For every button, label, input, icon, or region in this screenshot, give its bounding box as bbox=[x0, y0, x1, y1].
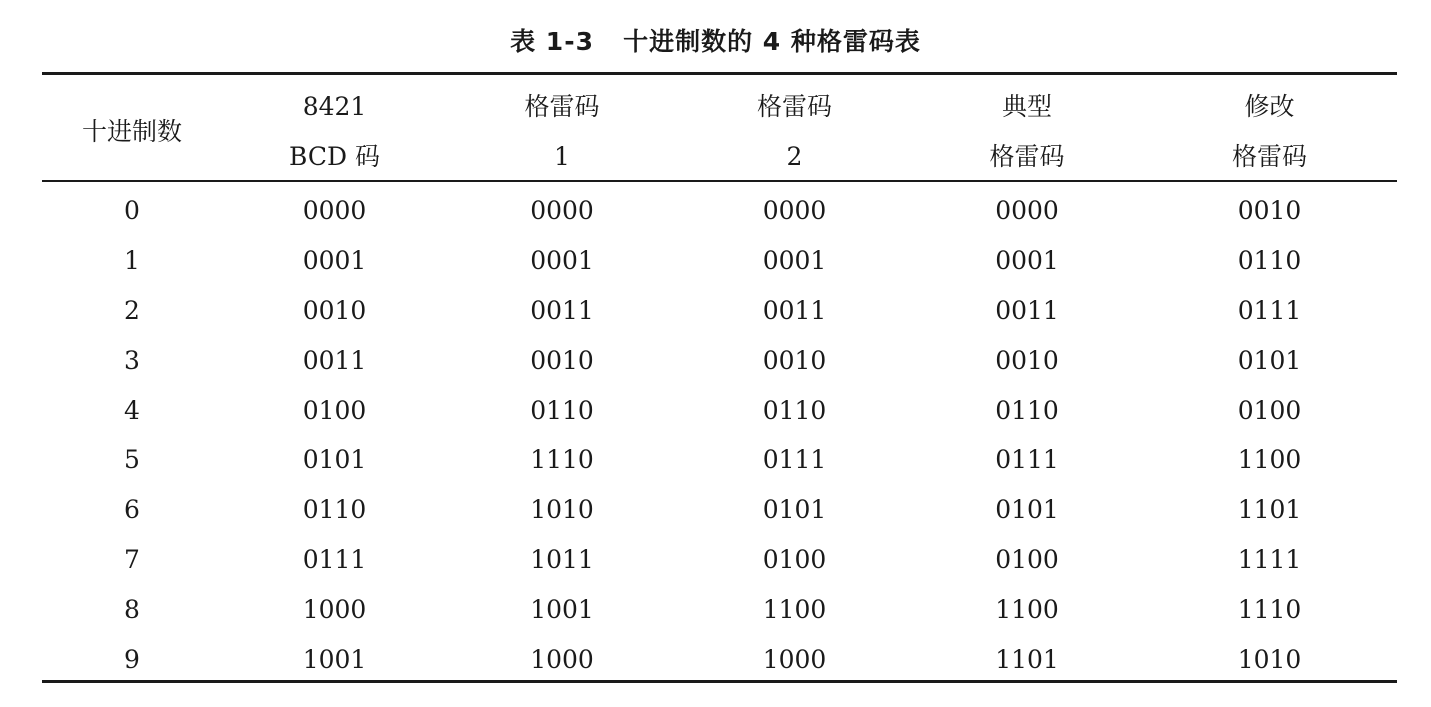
table-cell-code: 1011 bbox=[530, 544, 594, 574]
table-cell-code: 0001 bbox=[995, 246, 1059, 276]
table-cell-code: 1100 bbox=[762, 594, 827, 624]
table-cell-code: 1100 bbox=[1237, 445, 1302, 475]
table-cell-code: 1110 bbox=[1237, 594, 1302, 624]
bottom-rule bbox=[42, 680, 1397, 683]
table-cell-code: 0101 bbox=[302, 445, 367, 475]
table-cell-code: 1101 bbox=[1237, 495, 1302, 525]
table-cell-code: 0010 bbox=[995, 345, 1059, 375]
table-cell-code: 1000 bbox=[530, 644, 594, 674]
table-cell-decimal: 8 bbox=[124, 594, 140, 624]
table-cell-decimal: 6 bbox=[124, 495, 140, 525]
table-cell-code: 1001 bbox=[530, 594, 594, 624]
table-cell-decimal: 7 bbox=[124, 544, 140, 574]
table-cell-code: 0101 bbox=[762, 495, 827, 525]
header-label: BCD 码 bbox=[289, 142, 380, 171]
table-cell-code: 0110 bbox=[302, 495, 367, 525]
table-cell-decimal: 9 bbox=[124, 644, 140, 674]
table-cell-decimal: 0 bbox=[124, 196, 140, 226]
table-cell-code: 0111 bbox=[762, 445, 827, 475]
header-label: 格雷码 bbox=[1231, 142, 1307, 171]
table-cell-code: 1100 bbox=[995, 594, 1059, 624]
table-cell-decimal: 2 bbox=[124, 295, 140, 325]
table-cell-code: 0101 bbox=[995, 495, 1059, 525]
table-cell-code: 0011 bbox=[530, 295, 594, 325]
table-cell-code: 0010 bbox=[1237, 196, 1302, 226]
header-label: 格雷码 bbox=[756, 92, 832, 121]
table-cell-code: 0010 bbox=[530, 345, 594, 375]
header-label: 1 bbox=[554, 142, 570, 171]
table-cell-decimal: 5 bbox=[124, 445, 140, 475]
table-cell-code: 1010 bbox=[530, 495, 594, 525]
table-cell-code: 1110 bbox=[530, 445, 594, 475]
table-cell-code: 0000 bbox=[530, 196, 594, 226]
header-label: 格雷码 bbox=[989, 142, 1065, 171]
table-cell-code: 0111 bbox=[1237, 295, 1302, 325]
table-cell-code: 0110 bbox=[995, 395, 1059, 425]
table-cell-code: 0011 bbox=[995, 295, 1059, 325]
table-cell-code: 1000 bbox=[762, 644, 827, 674]
header-label: 格雷码 bbox=[524, 92, 600, 121]
header-rule bbox=[42, 180, 1397, 182]
table-cell-code: 0111 bbox=[302, 544, 367, 574]
table-cell-code: 0110 bbox=[1237, 246, 1302, 276]
top-rule bbox=[42, 72, 1397, 75]
table-cell-code: 0101 bbox=[1237, 345, 1302, 375]
table-cell-code: 1111 bbox=[1237, 544, 1302, 574]
table-cell-code: 0001 bbox=[762, 246, 827, 276]
header-cell-decimal bbox=[42, 82, 222, 182]
header-label: 修改 bbox=[1244, 92, 1295, 121]
table-cell-decimal: 3 bbox=[124, 345, 140, 375]
header-label: 十进制数 bbox=[81, 117, 182, 146]
table-cell-code: 0100 bbox=[1237, 395, 1302, 425]
header-cell-typical-gray bbox=[912, 82, 1142, 182]
table-cell-decimal: 1 bbox=[124, 246, 140, 276]
table-cell-code: 0000 bbox=[762, 196, 827, 226]
header-label: 2 bbox=[786, 142, 803, 171]
table-cell-code: 0000 bbox=[995, 196, 1059, 226]
table-header bbox=[42, 82, 1397, 177]
header-label: 典型 bbox=[1001, 92, 1052, 121]
table-cell-code: 1010 bbox=[1237, 644, 1302, 674]
table-cell-code: 0110 bbox=[762, 395, 827, 425]
table-cell-code: 1001 bbox=[302, 644, 367, 674]
table-cell-code: 0000 bbox=[302, 196, 367, 226]
table-cell-code: 0001 bbox=[302, 246, 367, 276]
table-cell-code: 1101 bbox=[995, 644, 1059, 674]
header-cell-gray1 bbox=[447, 82, 677, 182]
table-cell-code: 0010 bbox=[302, 295, 367, 325]
table-cell-code: 0010 bbox=[762, 345, 827, 375]
header-cell-modified-gray bbox=[1142, 82, 1397, 182]
table-body bbox=[42, 186, 1397, 676]
header-label: 8421 bbox=[302, 92, 367, 121]
table-cell-code: 1000 bbox=[302, 594, 367, 624]
table-cell-decimal: 4 bbox=[124, 395, 140, 425]
table-cell-code: 0001 bbox=[530, 246, 594, 276]
header-cell-bcd bbox=[222, 82, 447, 182]
table-cell-code: 0110 bbox=[530, 395, 594, 425]
table-cell-code: 0011 bbox=[302, 345, 367, 375]
table-caption: 表 1-3 十进制数的 4 种格雷码表 bbox=[510, 27, 921, 56]
table-cell-code: 0111 bbox=[995, 445, 1059, 475]
table-cell-code: 0100 bbox=[762, 544, 827, 574]
table-cell-code: 0100 bbox=[302, 395, 367, 425]
table-cell-code: 0100 bbox=[995, 544, 1059, 574]
header-cell-gray2 bbox=[677, 82, 912, 182]
table-cell-code: 0011 bbox=[762, 295, 827, 325]
